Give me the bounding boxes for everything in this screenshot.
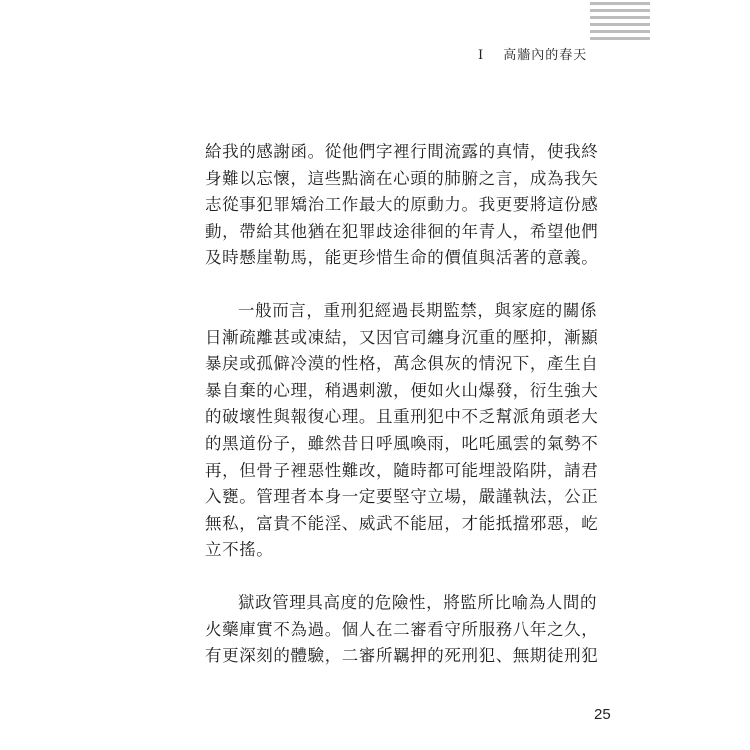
stripe	[590, 9, 650, 12]
chapter-number: I	[478, 48, 485, 63]
text-line: 日漸疏離甚或凍結，又因官司纏身沉重的壓抑，漸顯	[205, 327, 599, 347]
text-line: 有更深刻的體驗，二審所羈押的死刑犯、無期徒刑犯	[205, 646, 599, 666]
text-line: 的破壞性與報復心理。且重刑犯中不乏幫派角頭老大	[205, 407, 599, 427]
text-line: 暴自棄的心理，稍遇刺激，便如火山爆發，衍生強大	[205, 380, 599, 400]
text-line: 火藥庫實不為過。個人在二審看守所服務八年之久，	[205, 619, 599, 639]
paragraph-gap	[205, 272, 585, 298]
paragraph-gap	[205, 564, 585, 590]
header-stripes-decoration	[590, 0, 650, 50]
paragraph-3	[205, 590, 599, 670]
stripe	[590, 30, 650, 33]
paragraph-2	[205, 298, 599, 564]
stripe	[590, 37, 650, 40]
page-number: 25	[594, 706, 611, 723]
text-line: 立不搖。	[205, 540, 274, 560]
text-line: 再，但骨子裡惡性難改，隨時都可能埋設陷阱，請君	[205, 460, 599, 480]
text-line: 身難以忘懷，這些點滴在心頭的肺腑之言，成為我矢	[205, 168, 599, 188]
text-line: 的黑道份子，雖然昔日呼風喚雨，叱吒風雲的氣勢不	[205, 433, 599, 453]
text-line: 入甕。管理者本身一定要堅守立場，嚴謹執法，公正	[205, 487, 599, 507]
text-line: 暴戾或孤僻冷漠的性格，萬念俱灰的情況下，產生自	[205, 354, 599, 374]
body-text	[205, 139, 599, 670]
text-line: 及時懸崖勒馬，能更珍惜生命的價值與活著的意義。	[205, 248, 599, 268]
text-line: 一般而言，重刑犯經過長期監禁，與家庭的關係	[238, 300, 598, 320]
stripe	[590, 23, 650, 26]
text-line: 動，帶給其他猶在犯罪歧途徘徊的年青人，希望他們	[205, 221, 599, 241]
paragraph-1	[205, 139, 599, 272]
chapter-title: 高牆內的春天	[503, 48, 588, 63]
stripe	[590, 16, 650, 19]
text-line: 志從事犯罪矯治工作最大的原動力。我更要將這份感	[205, 195, 599, 215]
stripe	[590, 2, 650, 5]
text-line: 無私，富貴不能淫、威武不能屈，才能抵擋邪惡，屹	[205, 513, 599, 533]
running-header	[478, 44, 587, 63]
text-line: 獄政管理具高度的危險性，將監所比喻為人間的	[238, 592, 598, 612]
text-line: 給我的感謝函。從他們字裡行間流露的真情，使我終	[205, 142, 599, 161]
